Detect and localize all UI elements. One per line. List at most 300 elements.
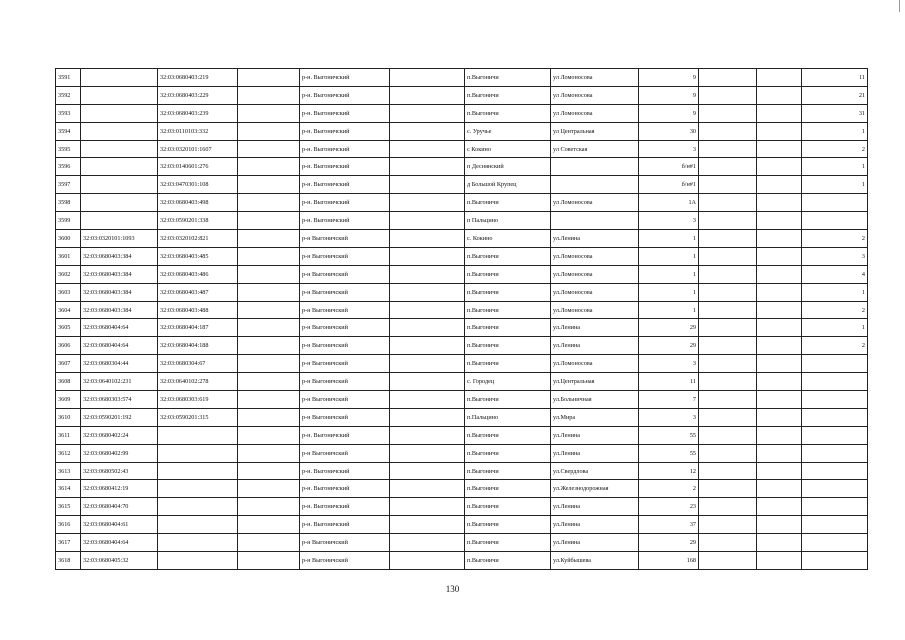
cell-blank-col-10 (699, 104, 757, 122)
cell-blank-col-6 (390, 86, 465, 104)
cell-district: р-н. Выгоничский (300, 480, 390, 498)
cell-cadastral-number: 32:03:0590201:338 (158, 212, 238, 230)
cell-district: р-н Выгоничский (300, 230, 390, 248)
cell-apartment-number (802, 408, 868, 426)
cell-blank-col-11 (757, 373, 802, 391)
cell-house-number: 3 (639, 408, 699, 426)
cell-row-number: 3606 (56, 337, 81, 355)
cell-house-number: 55 (639, 426, 699, 444)
cell-blank-col-6 (390, 176, 465, 194)
cell-blank-col-4 (238, 534, 300, 552)
cell-blank-col-11 (757, 391, 802, 409)
table-row (56, 552, 868, 570)
cell-settlement: п.Выгоничи (465, 534, 551, 552)
cell-settlement: п.Выгоничи (465, 319, 551, 337)
cell-house-number: 1 (639, 283, 699, 301)
cell-blank-col-4 (238, 158, 300, 176)
cell-blank-col-4 (238, 426, 300, 444)
cell-blank-col-10 (699, 355, 757, 373)
cell-blank-col-10 (699, 480, 757, 498)
cell-house-number: 29 (639, 337, 699, 355)
cell-district: р-н Выгоничский (300, 391, 390, 409)
cell-source-cadastral-number (81, 86, 158, 104)
cell-district: р-н. Выгоничский (300, 462, 390, 480)
cell-row-number: 3595 (56, 140, 81, 158)
cell-source-cadastral-number: 32:03:0680404:61 (81, 516, 158, 534)
cell-district: р-н. Выгоничский (300, 69, 390, 87)
cell-row-number: 3610 (56, 408, 81, 426)
table-row (56, 516, 868, 534)
table-row (56, 283, 868, 301)
cell-settlement: п.Выгоничи (465, 283, 551, 301)
cell-street: ул.Ломоносова (551, 247, 639, 265)
cell-cadastral-number: 32:03:0680403:498 (158, 194, 238, 212)
table-row (56, 140, 868, 158)
cell-blank-col-6 (390, 408, 465, 426)
cell-apartment-number (802, 534, 868, 552)
cell-street: ул.Ленина (551, 444, 639, 462)
cell-blank-col-10 (699, 86, 757, 104)
cell-source-cadastral-number: 32:03:0680404:64 (81, 534, 158, 552)
cell-apartment-number: 31 (802, 104, 868, 122)
cell-cadastral-number (158, 462, 238, 480)
cell-house-number: 23 (639, 498, 699, 516)
cell-blank-col-11 (757, 337, 802, 355)
cell-source-cadastral-number: 32:03:0590201:192 (81, 408, 158, 426)
cell-cadastral-number (158, 498, 238, 516)
cell-apartment-number (802, 462, 868, 480)
cell-district: р-н Выгоничский (300, 444, 390, 462)
cell-source-cadastral-number (81, 69, 158, 87)
cell-source-cadastral-number: 32:03:0680403:384 (81, 283, 158, 301)
cell-source-cadastral-number: 32:03:0680502:43 (81, 462, 158, 480)
cell-street: ул.Ленина (551, 426, 639, 444)
cell-blank-col-4 (238, 247, 300, 265)
cell-district: р-н. Выгоничский (300, 140, 390, 158)
cell-cadastral-number (158, 480, 238, 498)
cell-blank-col-6 (390, 158, 465, 176)
table-row (56, 355, 868, 373)
cell-settlement: п.Выгоничи (465, 552, 551, 570)
cell-street: ул.Ленина (551, 319, 639, 337)
table-row (56, 247, 868, 265)
cell-blank-col-4 (238, 391, 300, 409)
cell-blank-col-11 (757, 301, 802, 319)
cell-district: р-н Выгоничский (300, 319, 390, 337)
cell-source-cadastral-number: 32:03:0680402:99 (81, 444, 158, 462)
cell-blank-col-4 (238, 86, 300, 104)
cell-cadastral-number: 32:03:0320102:821 (158, 230, 238, 248)
cell-row-number: 3613 (56, 462, 81, 480)
cell-settlement: п.Выгоничи (465, 69, 551, 87)
cell-blank-col-11 (757, 408, 802, 426)
cell-blank-col-10 (699, 265, 757, 283)
cell-blank-col-6 (390, 212, 465, 230)
cell-row-number: 3599 (56, 212, 81, 230)
cell-district: р-н Выгоничский (300, 534, 390, 552)
cell-street: ул.Ломоносова (551, 301, 639, 319)
cell-blank-col-10 (699, 194, 757, 212)
cell-apartment-number (802, 480, 868, 498)
cell-street: ул Ломоносова (551, 104, 639, 122)
cell-street (551, 158, 639, 176)
table-row (56, 408, 868, 426)
cell-apartment-number: 2 (802, 140, 868, 158)
cell-blank-col-4 (238, 122, 300, 140)
cell-blank-col-10 (699, 498, 757, 516)
cell-source-cadastral-number: 32:03:0680304:44 (81, 355, 158, 373)
cell-settlement: п.Выгоничи (465, 104, 551, 122)
cell-street: ул.Центральная (551, 373, 639, 391)
cell-district: р-н. Выгоничский (300, 122, 390, 140)
cell-house-number: 1 (639, 301, 699, 319)
cell-cadastral-number: 32:03:0680403:486 (158, 265, 238, 283)
cell-source-cadastral-number: 32:03:0320101:1093 (81, 230, 158, 248)
cell-blank-col-4 (238, 408, 300, 426)
cell-blank-col-11 (757, 444, 802, 462)
cell-blank-col-10 (699, 69, 757, 87)
cell-district: р-н Выгоничский (300, 247, 390, 265)
cell-blank-col-6 (390, 194, 465, 212)
cell-cadastral-number: 32:03:0680403:239 (158, 104, 238, 122)
cell-blank-col-6 (390, 301, 465, 319)
cell-apartment-number: 1 (802, 122, 868, 140)
cell-apartment-number: 4 (802, 265, 868, 283)
cell-settlement: п.Выгоничи (465, 301, 551, 319)
cell-cadastral-number (158, 444, 238, 462)
cell-street: ул.Ленина (551, 337, 639, 355)
cell-row-number: 3604 (56, 301, 81, 319)
cell-blank-col-6 (390, 319, 465, 337)
cell-source-cadastral-number: 32:03:0680404:64 (81, 319, 158, 337)
cell-settlement: п.Выгоничи (465, 516, 551, 534)
table-row (56, 265, 868, 283)
cell-settlement: п.Выгоничи (465, 355, 551, 373)
cell-blank-col-4 (238, 480, 300, 498)
cell-source-cadastral-number: 32:03:0680402:24 (81, 426, 158, 444)
cell-settlement: с Кокино (465, 140, 551, 158)
cell-blank-col-6 (390, 498, 465, 516)
table-row (56, 230, 868, 248)
cell-blank-col-4 (238, 230, 300, 248)
cell-house-number: 1А (639, 194, 699, 212)
cell-source-cadastral-number: 32:03:0680404:70 (81, 498, 158, 516)
cell-house-number: 3 (639, 140, 699, 158)
cell-row-number: 3617 (56, 534, 81, 552)
table-row (56, 462, 868, 480)
cell-settlement: п.Выгоничи (465, 194, 551, 212)
cell-house-number: 1 (639, 230, 699, 248)
cell-settlement: с. Уручье (465, 122, 551, 140)
cell-blank-col-10 (699, 408, 757, 426)
cell-blank-col-6 (390, 516, 465, 534)
cell-blank-col-11 (757, 462, 802, 480)
cell-district: р-н Выгоничский (300, 337, 390, 355)
cell-house-number: 29 (639, 319, 699, 337)
cell-settlement: п.Выгоничи (465, 426, 551, 444)
cell-blank-col-6 (390, 462, 465, 480)
table-row (56, 337, 868, 355)
cell-row-number: 3616 (56, 516, 81, 534)
table-row (56, 158, 868, 176)
cell-street: ул.Ломоносова (551, 265, 639, 283)
cell-street: ул Центральная (551, 122, 639, 140)
cell-blank-col-10 (699, 176, 757, 194)
cell-blank-col-11 (757, 426, 802, 444)
cell-apartment-number: 3 (802, 247, 868, 265)
cell-apartment-number: 11 (802, 69, 868, 87)
table-row (56, 104, 868, 122)
cell-blank-col-10 (699, 373, 757, 391)
cell-settlement: п.Выгоничи (465, 265, 551, 283)
cell-apartment-number (802, 444, 868, 462)
cell-blank-col-11 (757, 140, 802, 158)
cell-blank-col-11 (757, 480, 802, 498)
cell-source-cadastral-number: 32:03:0680412:19 (81, 480, 158, 498)
cell-district: р-н Выгоничский (300, 283, 390, 301)
cell-apartment-number: 1 (802, 176, 868, 194)
cell-source-cadastral-number (81, 212, 158, 230)
cell-street: ул.Свердлова (551, 462, 639, 480)
cell-district: р-н Выгоничский (300, 408, 390, 426)
cell-blank-col-11 (757, 247, 802, 265)
table-row (56, 391, 868, 409)
cell-blank-col-6 (390, 391, 465, 409)
cell-source-cadastral-number: 32:03:0680303:574 (81, 391, 158, 409)
cell-row-number: 3600 (56, 230, 81, 248)
cell-blank-col-10 (699, 301, 757, 319)
table-row (56, 319, 868, 337)
cell-blank-col-11 (757, 158, 802, 176)
cell-street: ул.Больничная (551, 391, 639, 409)
cell-house-number: 3 (639, 355, 699, 373)
table-row (56, 69, 868, 87)
cell-row-number: 3591 (56, 69, 81, 87)
cell-source-cadastral-number (81, 194, 158, 212)
cell-apartment-number: 21 (802, 86, 868, 104)
table-row (56, 176, 868, 194)
cell-blank-col-6 (390, 534, 465, 552)
cell-row-number: 3592 (56, 86, 81, 104)
table-row (56, 122, 868, 140)
cell-blank-col-10 (699, 391, 757, 409)
cell-blank-col-11 (757, 283, 802, 301)
registry-table-body (56, 69, 868, 570)
cell-street (551, 212, 639, 230)
cell-blank-col-6 (390, 444, 465, 462)
cell-house-number: б/н#1 (639, 176, 699, 194)
cell-row-number: 3611 (56, 426, 81, 444)
cell-blank-col-4 (238, 194, 300, 212)
cell-blank-col-10 (699, 140, 757, 158)
cell-district: р-н Выгоничский (300, 355, 390, 373)
cell-source-cadastral-number (81, 104, 158, 122)
cell-apartment-number: 1 (802, 283, 868, 301)
cell-blank-col-11 (757, 516, 802, 534)
cell-blank-col-6 (390, 426, 465, 444)
cell-apartment-number (802, 426, 868, 444)
cell-blank-col-11 (757, 319, 802, 337)
cell-row-number: 3601 (56, 247, 81, 265)
cell-blank-col-6 (390, 552, 465, 570)
cell-cadastral-number (158, 516, 238, 534)
cell-house-number: 168 (639, 552, 699, 570)
cell-blank-col-6 (390, 265, 465, 283)
cell-blank-col-11 (757, 355, 802, 373)
cell-row-number: 3618 (56, 552, 81, 570)
cell-blank-col-4 (238, 140, 300, 158)
cell-cadastral-number: 32:03:0640102:278 (158, 373, 238, 391)
cell-district: р-н. Выгоничский (300, 86, 390, 104)
cell-row-number: 3598 (56, 194, 81, 212)
cell-blank-col-10 (699, 247, 757, 265)
cell-house-number: 3 (639, 212, 699, 230)
cell-district: р-н. Выгоничский (300, 194, 390, 212)
cell-settlement: п Пальцино (465, 212, 551, 230)
cell-cadastral-number: 32:03:0680403:487 (158, 283, 238, 301)
cell-blank-col-6 (390, 355, 465, 373)
cell-district: р-н Выгоничский (300, 301, 390, 319)
cell-blank-col-10 (699, 158, 757, 176)
cell-apartment-number (802, 498, 868, 516)
cell-district: р-н Выгоничский (300, 373, 390, 391)
cell-blank-col-11 (757, 86, 802, 104)
cell-row-number: 3609 (56, 391, 81, 409)
cell-row-number: 3605 (56, 319, 81, 337)
cell-blank-col-6 (390, 337, 465, 355)
cell-district: р-н. Выгоничский (300, 212, 390, 230)
cell-cadastral-number: 32:03:0680403:219 (158, 69, 238, 87)
cell-source-cadastral-number (81, 140, 158, 158)
cell-street: ул.Мира (551, 408, 639, 426)
cell-settlement: с. Кокино (465, 230, 551, 248)
cell-street: ул.Ленина (551, 230, 639, 248)
cell-settlement: п.Выгоничи (465, 444, 551, 462)
cell-district: р-н. Выгоничский (300, 516, 390, 534)
cell-row-number: 3614 (56, 480, 81, 498)
cell-blank-col-6 (390, 104, 465, 122)
cell-row-number: 3594 (56, 122, 81, 140)
cell-cadastral-number: 32:03:0680304:67 (158, 355, 238, 373)
cell-blank-col-6 (390, 283, 465, 301)
cell-blank-col-10 (699, 230, 757, 248)
cell-row-number: 3608 (56, 373, 81, 391)
cell-blank-col-10 (699, 516, 757, 534)
cell-street: ул Ломоносова (551, 194, 639, 212)
cell-blank-col-6 (390, 247, 465, 265)
cell-blank-col-4 (238, 176, 300, 194)
cell-blank-col-10 (699, 212, 757, 230)
cell-street: ул.Ленина (551, 498, 639, 516)
cell-blank-col-10 (699, 462, 757, 480)
cell-cadastral-number: 32:03:0680403:485 (158, 247, 238, 265)
cell-district: р-н. Выгоничский (300, 158, 390, 176)
cell-blank-col-4 (238, 283, 300, 301)
cell-blank-col-6 (390, 69, 465, 87)
cell-blank-col-4 (238, 498, 300, 516)
cell-blank-col-10 (699, 122, 757, 140)
registry-table (55, 68, 868, 570)
cell-blank-col-4 (238, 552, 300, 570)
cell-blank-col-10 (699, 337, 757, 355)
cell-blank-col-11 (757, 194, 802, 212)
cell-house-number: 9 (639, 69, 699, 87)
cell-row-number: 3602 (56, 265, 81, 283)
cell-blank-col-10 (699, 552, 757, 570)
cell-settlement: п.Выгоничи (465, 337, 551, 355)
table-row (56, 301, 868, 319)
table-row (56, 534, 868, 552)
cell-house-number: 2 (639, 480, 699, 498)
cell-row-number: 3596 (56, 158, 81, 176)
cell-district: р-н. Выгоничский (300, 176, 390, 194)
cell-blank-col-6 (390, 140, 465, 158)
cell-row-number: 3615 (56, 498, 81, 516)
cell-blank-col-6 (390, 230, 465, 248)
cell-district: р-н. Выгоничский (300, 498, 390, 516)
cell-source-cadastral-number: 32:03:0680403:384 (81, 301, 158, 319)
cell-house-number: 9 (639, 86, 699, 104)
cell-settlement: п.Выгоничи (465, 391, 551, 409)
cell-blank-col-10 (699, 319, 757, 337)
cell-street: ул.Ломоносова (551, 283, 639, 301)
cell-cadastral-number (158, 426, 238, 444)
cell-cadastral-number: 32:03:0680403:488 (158, 301, 238, 319)
cell-source-cadastral-number: 32:03:0680404:64 (81, 337, 158, 355)
cell-district: р-н Выгоничский (300, 552, 390, 570)
cell-blank-col-11 (757, 176, 802, 194)
cell-house-number: 9 (639, 104, 699, 122)
cell-apartment-number (802, 391, 868, 409)
cell-house-number: 1 (639, 247, 699, 265)
cell-house-number: 30 (639, 122, 699, 140)
cell-street: ул.Ленина (551, 534, 639, 552)
cell-blank-col-6 (390, 373, 465, 391)
cell-blank-col-4 (238, 319, 300, 337)
cell-house-number: 7 (639, 391, 699, 409)
cell-house-number: 1 (639, 265, 699, 283)
cell-cadastral-number: 32:03:0110103:332 (158, 122, 238, 140)
cell-apartment-number: 2 (802, 301, 868, 319)
cell-blank-col-11 (757, 552, 802, 570)
cell-house-number: б/н#1 (639, 158, 699, 176)
cell-district: р-н. Выгоничский (300, 104, 390, 122)
cell-blank-col-11 (757, 265, 802, 283)
cell-blank-col-4 (238, 301, 300, 319)
cell-blank-col-11 (757, 498, 802, 516)
table-row (56, 86, 868, 104)
cell-apartment-number (802, 552, 868, 570)
cell-apartment-number (802, 212, 868, 230)
cell-settlement: п.Пальцино (465, 408, 551, 426)
cell-cadastral-number: 32:03:0320101:1607 (158, 140, 238, 158)
cell-blank-col-4 (238, 337, 300, 355)
cell-source-cadastral-number (81, 176, 158, 194)
cell-source-cadastral-number (81, 158, 158, 176)
cell-street: ул.Ленина (551, 516, 639, 534)
table-row (56, 194, 868, 212)
cell-row-number: 3597 (56, 176, 81, 194)
cell-blank-col-11 (757, 104, 802, 122)
table-row (56, 444, 868, 462)
cell-settlement: п.Выгоничи (465, 480, 551, 498)
cell-cadastral-number: 32:03:0680303:619 (158, 391, 238, 409)
cell-street (551, 176, 639, 194)
cell-settlement: п Деснянский (465, 158, 551, 176)
cell-blank-col-10 (699, 283, 757, 301)
cell-settlement: д Большой Крупец (465, 176, 551, 194)
cell-street: ул.Железнодорожная (551, 480, 639, 498)
